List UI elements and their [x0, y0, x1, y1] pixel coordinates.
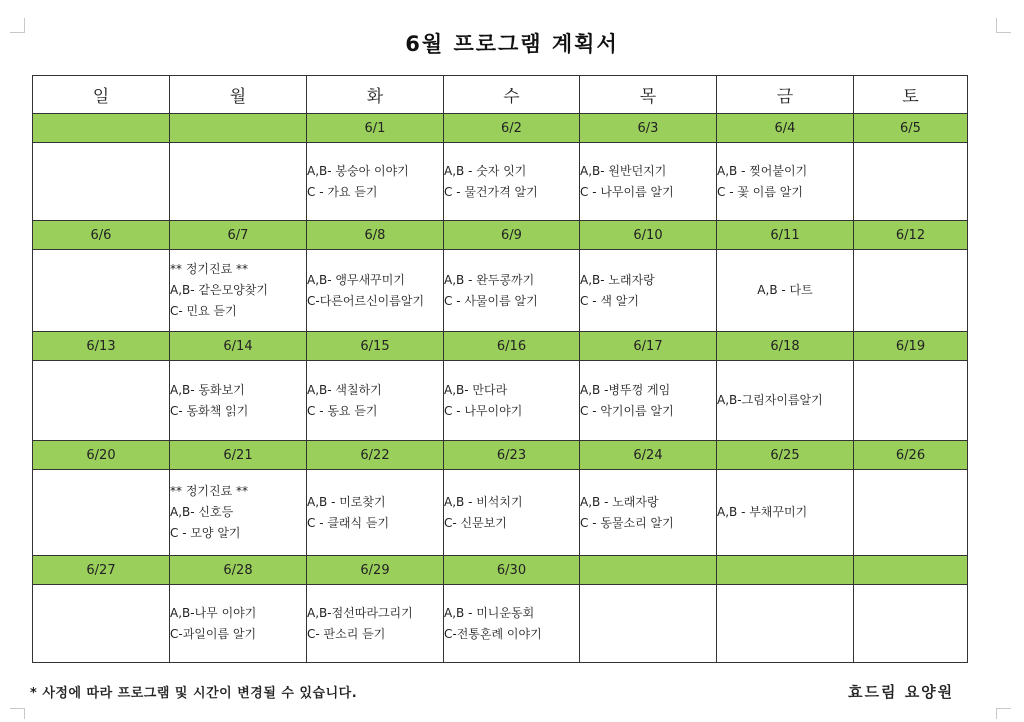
activity-cell	[580, 250, 717, 332]
date-cell	[33, 114, 170, 143]
date-cell: 6/17	[580, 332, 717, 361]
activity-cell	[170, 470, 307, 556]
activity-line: A,B- 같은모양찾기	[170, 283, 268, 297]
date-cell: 6/14	[170, 332, 307, 361]
date-cell: 6/21	[170, 441, 307, 470]
date-row	[33, 221, 968, 250]
activity-cell	[170, 361, 307, 441]
weekday-saturday: 토	[854, 76, 968, 114]
activity-line: A,B- 봉숭아 이야기	[307, 163, 409, 178]
date-cell: 6/11	[717, 221, 854, 250]
date-cell: 6/3	[580, 114, 717, 143]
date-cell: 6/28	[170, 556, 307, 585]
activity-cell	[717, 143, 854, 221]
date-cell: 6/9	[444, 221, 580, 250]
date-cell: 6/1	[307, 114, 444, 143]
activity-cell	[307, 585, 444, 663]
activity-cell	[444, 585, 580, 663]
crop-mark-bottom-right	[996, 708, 1011, 719]
activity-cell	[444, 143, 580, 221]
activity-cell	[580, 470, 717, 556]
date-cell: 6/10	[580, 221, 717, 250]
organization-name: 효드림 요양원	[848, 683, 955, 701]
activity-cell	[33, 470, 170, 556]
date-cell: 6/19	[854, 332, 968, 361]
activity-row	[33, 361, 968, 441]
activity-line: C - 악기이름 알기	[580, 403, 674, 418]
activity-row	[33, 470, 968, 556]
activity-cell	[717, 361, 854, 441]
activity-line: C-전통혼례 이야기	[444, 626, 542, 641]
activity-line: A,B - 노래자랑	[580, 494, 659, 509]
activity-row	[33, 585, 968, 663]
date-row	[33, 441, 968, 470]
activity-line: C - 꽃 이름 알기	[717, 184, 803, 199]
activity-cell	[580, 361, 717, 441]
activity-line: C - 동물소리 알기	[580, 515, 674, 530]
weekday-friday: 금	[717, 76, 854, 114]
date-cell: 6/16	[444, 332, 580, 361]
activity-row	[33, 250, 968, 332]
activity-cell	[307, 361, 444, 441]
activity-cell	[854, 585, 968, 663]
date-cell	[580, 556, 717, 585]
activity-cell	[33, 143, 170, 221]
weekday-tuesday: 화	[307, 76, 444, 114]
date-cell: 6/27	[33, 556, 170, 585]
date-cell: 6/30	[444, 556, 580, 585]
calendar-body	[33, 76, 968, 663]
activity-line: A,B - 미로찾기	[307, 494, 386, 509]
activity-cell	[170, 585, 307, 663]
activity-line: A,B - 비석치기	[444, 494, 523, 509]
date-cell: 6/18	[717, 332, 854, 361]
date-cell: 6/29	[307, 556, 444, 585]
date-cell: 6/6	[33, 221, 170, 250]
activity-cell	[854, 361, 968, 441]
activity-cell	[307, 143, 444, 221]
activity-line: C - 나무이름 알기	[580, 184, 674, 199]
date-cell: 6/15	[307, 332, 444, 361]
activity-line: A,B- 만다라	[444, 382, 508, 397]
activity-cell	[717, 470, 854, 556]
date-cell: 6/24	[580, 441, 717, 470]
activity-line: C - 클래식 듣기	[307, 515, 390, 530]
activity-line: C- 민요 듣기	[170, 304, 237, 318]
footnote: * 사정에 따라 프로그램 및 시간이 변경될 수 있습니다.	[30, 686, 358, 701]
activity-line: C- 판소리 듣기	[307, 626, 386, 641]
activity-line: A,B-나무 이야기	[170, 605, 257, 620]
activity-line: C - 가요 듣기	[307, 184, 378, 199]
activity-cell	[444, 250, 580, 332]
activity-cell	[444, 470, 580, 556]
date-cell: 6/12	[854, 221, 968, 250]
activity-line: A,B - 미니운동회	[444, 605, 535, 620]
date-cell: 6/22	[307, 441, 444, 470]
weekday-thursday: 목	[580, 76, 717, 114]
activity-line: A,B - 숫자 잇기	[444, 163, 527, 178]
activity-line: A,B- 노래자랑	[580, 272, 655, 287]
weekday-monday: 월	[170, 76, 307, 114]
activity-line: A,B- 원반던지기	[580, 163, 667, 178]
activity-line: C - 나무이야기	[444, 403, 523, 418]
activity-cell	[444, 361, 580, 441]
activity-line: C - 동요 듣기	[307, 403, 378, 418]
program-calendar	[32, 75, 968, 663]
activity-cell	[33, 585, 170, 663]
date-cell: 6/5	[854, 114, 968, 143]
date-cell: 6/25	[717, 441, 854, 470]
date-cell: 6/13	[33, 332, 170, 361]
date-cell: 6/7	[170, 221, 307, 250]
activity-cell	[170, 250, 307, 332]
activity-line: ** 정기진료 **	[170, 262, 248, 276]
activity-line: ** 정기진료 **	[170, 484, 248, 498]
activity-cell	[580, 585, 717, 663]
activity-line: A,B- 앵무새꾸미기	[307, 272, 405, 287]
activity-line: A,B - 찢어붙이기	[717, 163, 808, 178]
date-cell: 6/8	[307, 221, 444, 250]
weekday-sunday: 일	[33, 76, 170, 114]
activity-cell	[307, 470, 444, 556]
activity-cell	[33, 361, 170, 441]
activity-line: A,B- 동화보기	[170, 382, 245, 397]
date-cell	[170, 114, 307, 143]
date-cell	[717, 556, 854, 585]
activity-cell	[854, 250, 968, 332]
activity-line: A,B- 색칠하기	[307, 382, 382, 397]
weekday-header-row	[33, 76, 968, 114]
activity-line: C - 모양 알기	[170, 526, 241, 540]
weekday-wednesday: 수	[444, 76, 580, 114]
date-cell: 6/26	[854, 441, 968, 470]
activity-line: A,B - 다트	[757, 283, 813, 297]
activity-line: C - 사물이름 알기	[444, 293, 538, 308]
activity-line: C-다른어르신이름알기	[307, 293, 425, 308]
crop-mark-bottom-left	[10, 708, 25, 719]
date-row	[33, 332, 968, 361]
date-cell: 6/4	[717, 114, 854, 143]
date-cell: 6/20	[33, 441, 170, 470]
activity-cell	[33, 250, 170, 332]
date-cell	[854, 556, 968, 585]
activity-line: A,B- 신호등	[170, 505, 234, 519]
activity-cell	[854, 470, 968, 556]
activity-cell	[717, 585, 854, 663]
activity-line: C- 동화책 읽기	[170, 403, 249, 418]
activity-line: A,B-그림자이름알기	[717, 393, 823, 407]
activity-cell	[170, 143, 307, 221]
date-row	[33, 114, 968, 143]
activity-cell	[580, 143, 717, 221]
activity-line: C- 신문보기	[444, 515, 507, 530]
activity-line: C-과일이름 알기	[170, 626, 257, 641]
activity-line: A,B - 부채꾸미기	[717, 505, 808, 519]
activity-cell	[854, 143, 968, 221]
activity-cell	[717, 250, 854, 332]
activity-line: C - 물건가격 알기	[444, 184, 538, 199]
activity-line: A,B -병뚜껑 게임	[580, 382, 671, 397]
date-cell: 6/23	[444, 441, 580, 470]
date-row	[33, 556, 968, 585]
activity-line: A,B - 완두콩까기	[444, 272, 535, 287]
activity-line: A,B-점선따라그리기	[307, 605, 413, 620]
activity-cell	[307, 250, 444, 332]
activity-row	[33, 143, 968, 221]
date-cell: 6/2	[444, 114, 580, 143]
page-title: 6월 프로그램 계획서	[405, 32, 619, 56]
activity-line: C - 색 알기	[580, 293, 639, 308]
